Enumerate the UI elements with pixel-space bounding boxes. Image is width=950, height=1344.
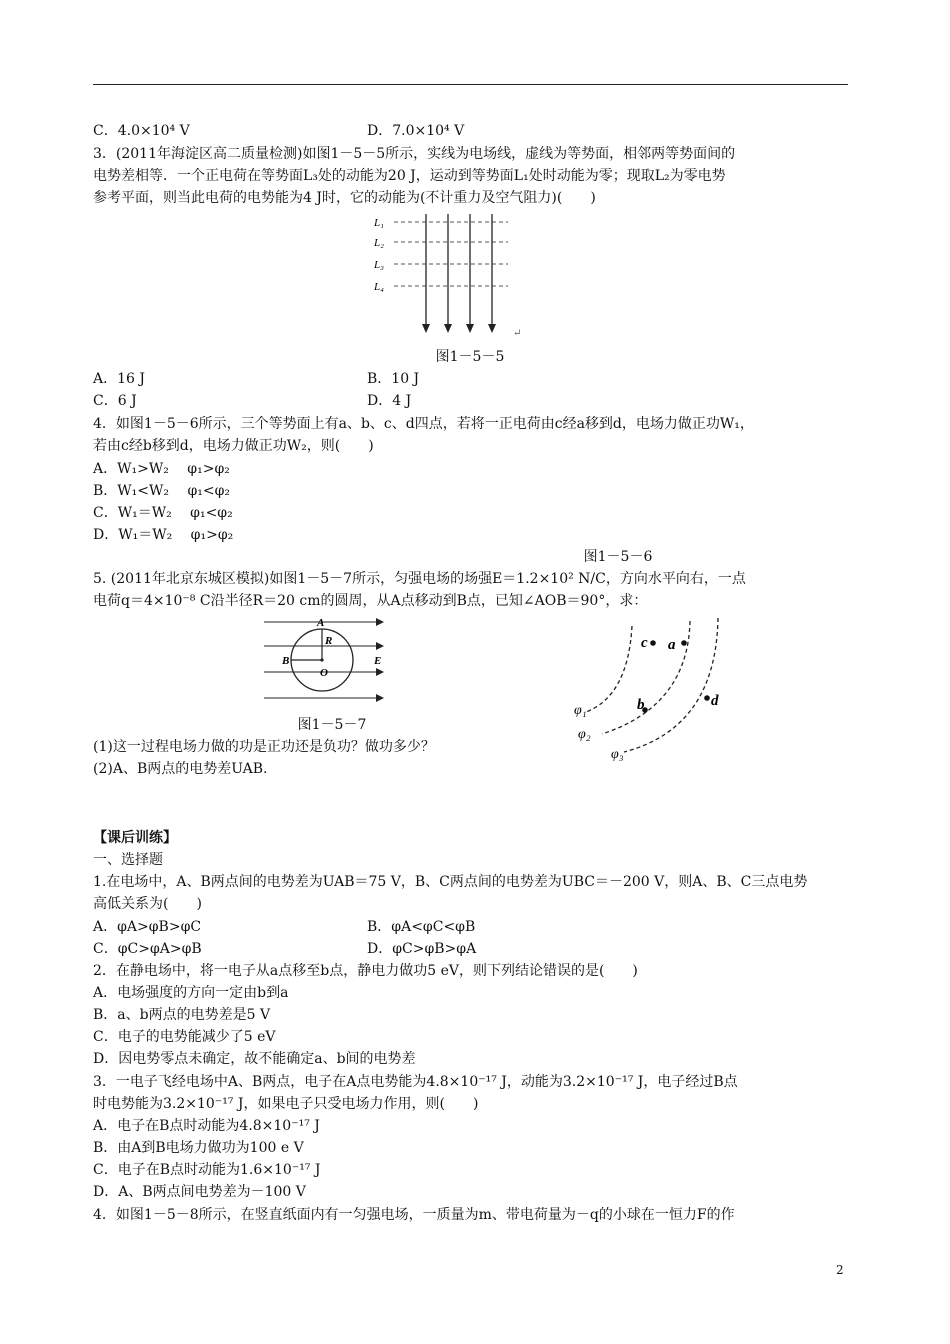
- q5-text-line2: 电荷q＝4×10⁻⁸ C沿半径R＝20 cm的圆周，从A点移动到B点，已知∠AOB＝90°，求：: [93, 593, 648, 609]
- caption-1-5-6: 图1－5－6: [583, 549, 653, 565]
- figure-1-5-7: [262, 612, 402, 712]
- page-number: 2: [836, 1263, 844, 1277]
- label-L1: L₁: [374, 217, 384, 229]
- aq1-option-b: B．φA<φC<φB: [367, 919, 476, 935]
- option-c: C．4.0×10⁴ V: [93, 123, 190, 139]
- q4-option-c: C．W₁＝W₂ φ₁<φ₂: [93, 505, 233, 521]
- q4-option-d: D．W₁＝W₂ φ₁>φ₂: [93, 527, 234, 543]
- label-B: B: [282, 655, 290, 667]
- caption-1-5-5: 图1－5－5: [435, 349, 505, 365]
- q4-text-line2: 若由c经b移到d，电场力做正功W₂，则( ): [93, 438, 374, 454]
- aq3-option-c: C．电子在B点时动能为1.6×10⁻¹⁷ J: [93, 1162, 321, 1178]
- aq1-option-c: C．φC>φA>φB: [93, 941, 202, 957]
- q3-option-c: C．6 J: [93, 393, 137, 409]
- aq2-option-b: B．a、b两点的电势差是5 V: [93, 1007, 271, 1023]
- aq1-option-d: D．φC>φB>φA: [367, 941, 477, 957]
- header-rule: [93, 84, 848, 85]
- label-R: R: [325, 635, 333, 647]
- aq1-option-a: A．φA>φB>φC: [93, 919, 202, 935]
- point-b: b: [637, 697, 645, 713]
- label-O: O: [320, 667, 328, 679]
- q5-sub2: (2)A、B两点的电势差UAB.: [93, 761, 268, 777]
- section-subheading: 一、选择题: [93, 852, 163, 868]
- aq3-option-d: D．A、B两点间电势差为－100 V: [93, 1184, 306, 1200]
- aq3-text-line1: 3．一电子飞经电场中A、B两点，电子在A点电势能为4.8×10⁻¹⁷ J，动能为3.2×10⁻¹⁷ J，电子经过B点: [93, 1074, 738, 1090]
- aq3-option-b: B．由A到B电场力做功为100 e V: [93, 1140, 304, 1156]
- q5-text-line1: 5. (2011年北京东城区模拟)如图1－5－7所示，匀强电场的场强E＝1.2×10² N/C，方向水平向右，一点: [93, 571, 746, 587]
- aq3-option-a: A．电子在B点时动能为4.8×10⁻¹⁷ J: [93, 1118, 320, 1134]
- label-phi2: φ₂: [578, 727, 591, 742]
- label-phi1: φ₁: [574, 703, 587, 718]
- svg-text:↵: ↵: [513, 328, 522, 339]
- aq1-text-line2: 高低关系为( ): [93, 896, 202, 912]
- q3-option-a: A．16 J: [93, 371, 145, 387]
- q4-text-line1: 4．如图1－5－6所示，三个等势面上有a、b、c、d四点，若将一正电荷由c经a移到d，电场力做正功W₁，: [93, 416, 754, 432]
- q4-option-b: B．W₁<W₂ φ₁<φ₂: [93, 483, 231, 499]
- point-c: c: [641, 635, 648, 651]
- aq2-text-line1: 2．在静电场中，将一电子从a点移至b点，静电力做功5 eV，则下列结论错误的是( ): [93, 963, 638, 979]
- q3-option-b: B．10 J: [367, 371, 420, 387]
- figure-1-5-5: [370, 212, 530, 340]
- point-d: d: [711, 693, 719, 709]
- q5-sub1: (1)这一过程电场力做的功是正功还是负功？做功多少？: [93, 739, 435, 755]
- aq3-text-line2: 时电势能为3.2×10⁻¹⁷ J，如果电子只受电场力作用，则( ): [93, 1096, 479, 1112]
- label-E: E: [374, 655, 382, 667]
- figure-1-5-6: [568, 616, 748, 766]
- aq1-text-line1: 1.在电场中，A、B两点间的电势差为UAB＝75 V，B、C两点间的电势差为UBC＝－200 V，则A、B、C三点电势: [93, 874, 808, 890]
- label-A: A: [317, 617, 325, 629]
- aq2-option-d: D．因电势零点未确定，故不能确定a、b间的电势差: [93, 1051, 416, 1067]
- aq2-option-a: A．电场强度的方向一定由b到a: [93, 985, 289, 1001]
- option-d: D．7.0×10⁴ V: [367, 123, 465, 139]
- q3-option-d: D．4 J: [367, 393, 412, 409]
- q3-text-line1: 3．(2011年海淀区高二质量检测)如图1－5－5所示，实线为电场线，虚线为等势面，相邻两等势面间的: [93, 146, 736, 162]
- aq2-option-c: C．电子的电势能减少了5 eV: [93, 1029, 276, 1045]
- label-L3: L₃: [374, 259, 384, 271]
- section-heading: 【课后训练】: [93, 830, 177, 846]
- point-a: a: [668, 637, 676, 653]
- label-L4: L₄: [374, 281, 384, 293]
- q3-text-line3: 参考平面，则当此电荷的电势能为4 J时，它的动能为(不计重力及空气阻力)( ): [93, 190, 596, 206]
- q3-text-line2: 电势差相等．一个正电荷在等势面L₃处的动能为20 J，运动到等势面L₁处时动能为零；现取L₂为零电势: [93, 168, 726, 184]
- q4-option-a: A．W₁>W₂ φ₁>φ₂: [93, 461, 230, 477]
- aq4-text-line1: 4．如图1－5－8所示，在竖直纸面内有一匀强电场，一质量为m、带电荷量为－q的小球在一恒力F的作: [93, 1207, 735, 1223]
- label-L2: L₂: [374, 237, 384, 249]
- label-phi3: φ₃: [611, 747, 624, 762]
- caption-1-5-7: 图1－5－7: [297, 717, 367, 733]
